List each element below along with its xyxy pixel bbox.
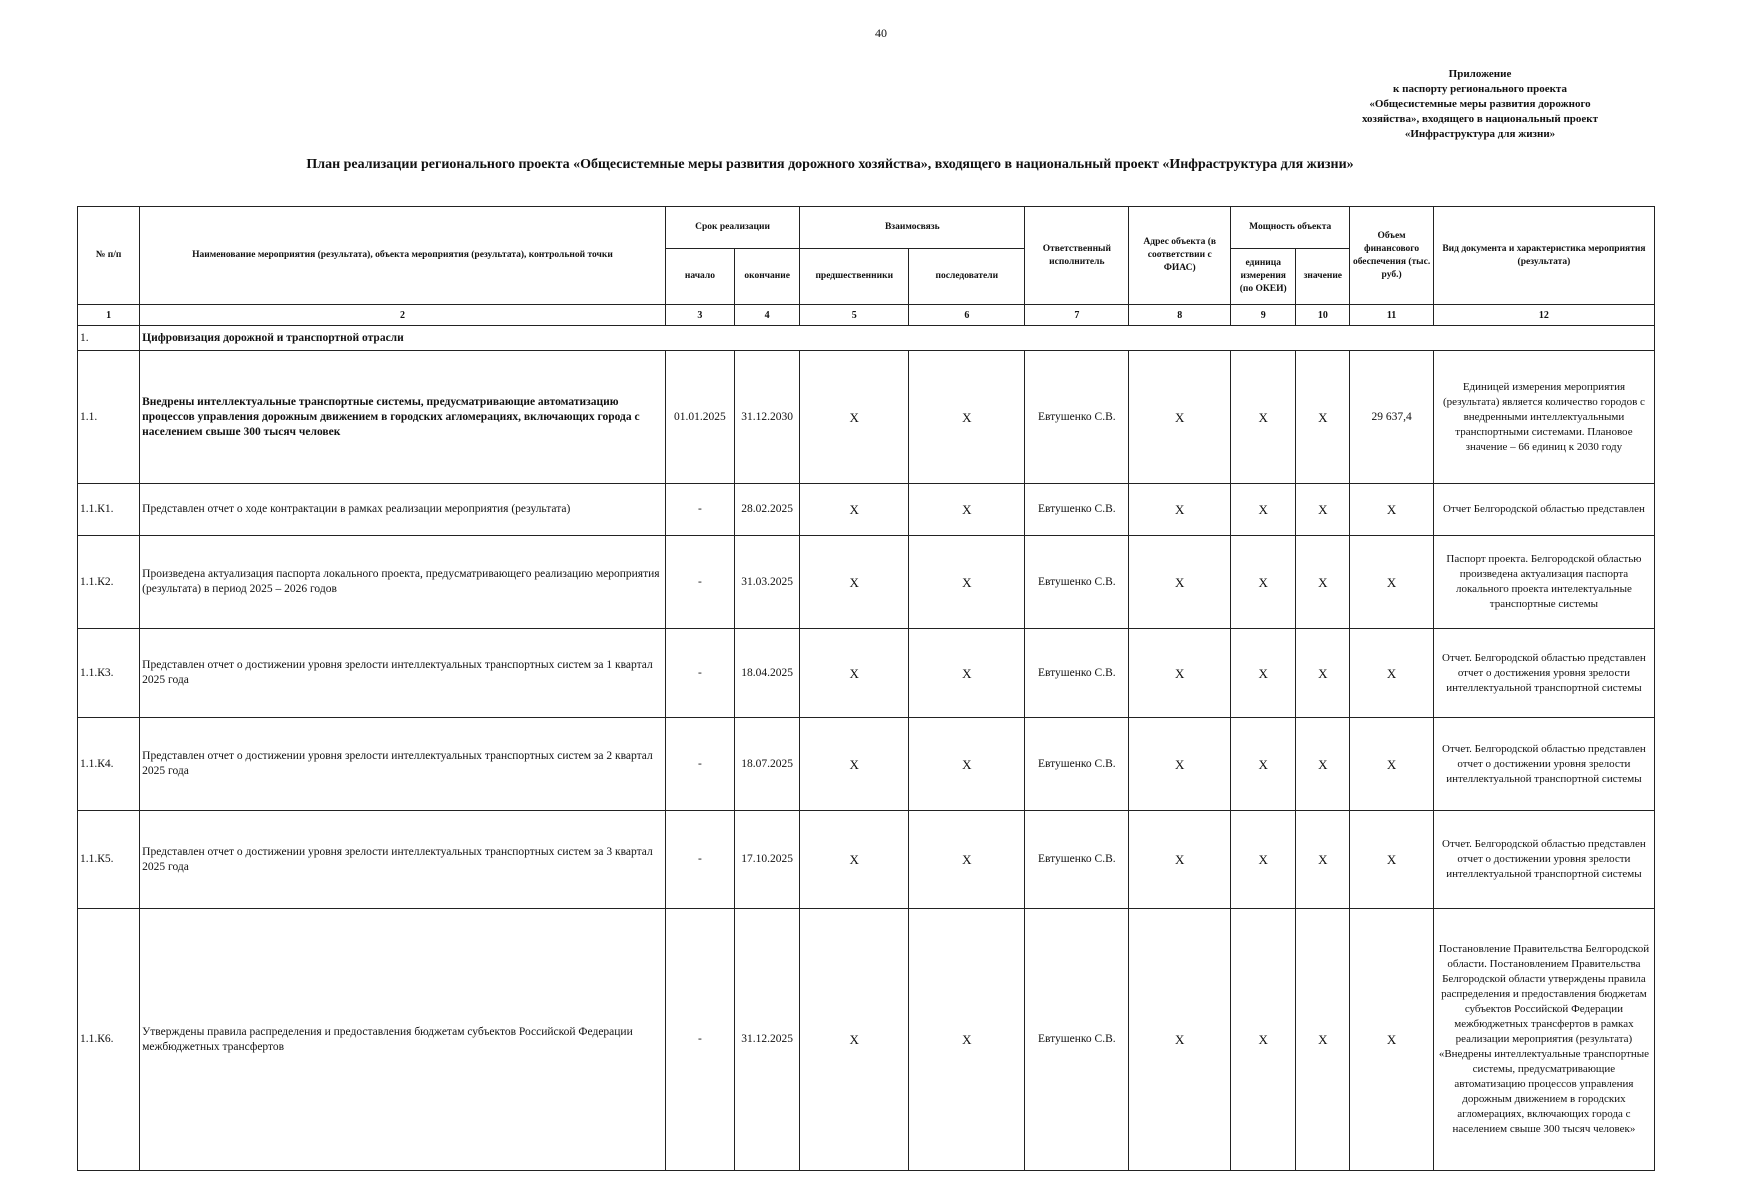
row-name: Представлен отчет о достижении уровня зрелости интеллектуальных транспортных систем за 2 квартал 2025 года: [140, 718, 666, 811]
row-address: X: [1129, 718, 1231, 811]
appendix-line: хозяйства», входящего в национальный проект: [1361, 113, 1599, 125]
row-doc: Постановление Правительства Белгородской области. Постановлением Правительства Белгородской области утверждены правила распределения и предоставления бюджетам субъектов Российской Федерации межбюджетных трансфертов в рамках реализации мероприятия (результата) «Внедрены интеллектуальные транспортные системы, предусматривающие автоматизацию процессов управления дорожным движением в городских агломерациях, включающих города с населением свыше 300 тысяч человек»: [1433, 909, 1654, 1171]
table-row: [78, 909, 1655, 1171]
column-number: 1: [78, 305, 140, 326]
row-successors: X: [909, 536, 1025, 629]
row-num: 1.1.К4.: [78, 718, 140, 811]
row-doc: Отчет. Белгородской областью представлен отчет о достижения уровня зрелости интеллектуальной транспортной системы: [1433, 629, 1654, 718]
row-responsible: Евтушенко С.В.: [1025, 909, 1129, 1171]
row-address: X: [1129, 484, 1231, 536]
row-finance: X: [1350, 484, 1434, 536]
row-address: X: [1129, 811, 1231, 909]
row-start: -: [665, 909, 734, 1171]
row-end: 31.12.2025: [735, 909, 800, 1171]
row-value: X: [1296, 351, 1350, 484]
row-finance: X: [1350, 718, 1434, 811]
header-relation: Взаимосвязь: [800, 207, 1025, 249]
row-finance: X: [1350, 536, 1434, 629]
row-responsible: Евтушенко С.В.: [1025, 351, 1129, 484]
appendix-line: «Инфраструктура для жизни»: [1404, 128, 1556, 140]
table-row: [78, 484, 1655, 536]
table-row: [78, 629, 1655, 718]
header-end: окончание: [735, 249, 800, 305]
header-num: № п/п: [78, 207, 140, 305]
row-finance: X: [1350, 811, 1434, 909]
row-doc: Отчет. Белгородской областью представлен отчет о достижении уровня зрелости интеллектуальной транспортной системы: [1433, 718, 1654, 811]
row-value: X: [1296, 629, 1350, 718]
appendix-note: [1290, 67, 1670, 142]
header-unit: единица измерения (по ОКЕИ): [1231, 249, 1296, 305]
column-number: 12: [1433, 305, 1654, 326]
row-value: X: [1296, 909, 1350, 1171]
row-unit: X: [1231, 536, 1296, 629]
row-name: Представлен отчет о достижении уровня зрелости интеллектуальных транспортных систем за 3 квартал 2025 года: [140, 811, 666, 909]
row-doc: Отчет Белгородской областью представлен: [1433, 484, 1654, 536]
header-doc: Вид документа и характеристика мероприятия (результата): [1433, 207, 1654, 305]
row-num: 1.1.К6.: [78, 909, 140, 1171]
row-start: -: [665, 536, 734, 629]
row-value: X: [1296, 484, 1350, 536]
header-start: начало: [665, 249, 734, 305]
row-finance: 29 637,4: [1350, 351, 1434, 484]
row-end: 18.04.2025: [735, 629, 800, 718]
row-end: 18.07.2025: [735, 718, 800, 811]
header-successors: последователи: [909, 249, 1025, 305]
header-responsible: Ответственный исполнитель: [1025, 207, 1129, 305]
header-name: Наименование мероприятия (результата), объекта мероприятия (результата), контрольной точки: [140, 207, 666, 305]
row-finance: X: [1350, 629, 1434, 718]
row-num: 1.1.К2.: [78, 536, 140, 629]
row-responsible: Евтушенко С.В.: [1025, 484, 1129, 536]
implementation-plan-table: [77, 206, 1655, 1171]
row-address: X: [1129, 909, 1231, 1171]
row-predecessors: X: [800, 351, 909, 484]
row-num: 1.1.К3.: [78, 629, 140, 718]
section-name: Цифровизация дорожной и транспортной отрасли: [140, 326, 1655, 351]
section-num: 1.: [78, 326, 140, 351]
row-responsible: Евтушенко С.В.: [1025, 629, 1129, 718]
row-successors: X: [909, 629, 1025, 718]
column-number: 9: [1231, 305, 1296, 326]
row-value: X: [1296, 811, 1350, 909]
row-name: Утверждены правила распределения и предоставления бюджетам субъектов Российской Федерации межбюджетных трансфертов: [140, 909, 666, 1171]
row-unit: X: [1231, 811, 1296, 909]
appendix-line: «Общесистемные меры развития дорожного: [1369, 98, 1591, 110]
row-predecessors: X: [800, 909, 909, 1171]
row-successors: X: [909, 718, 1025, 811]
row-unit: X: [1231, 909, 1296, 1171]
row-address: X: [1129, 351, 1231, 484]
row-end: 28.02.2025: [735, 484, 800, 536]
row-name: Внедрены интеллектуальные транспортные системы, предусматривающие автоматизацию процессов управления дорожным движением в городских агломерациях, включающих города с населением свыше 300 тысяч человек: [140, 351, 666, 484]
column-number-row: [78, 305, 1655, 326]
row-start: -: [665, 629, 734, 718]
row-predecessors: X: [800, 536, 909, 629]
row-successors: X: [909, 351, 1025, 484]
row-unit: X: [1231, 629, 1296, 718]
column-number: 10: [1296, 305, 1350, 326]
row-unit: X: [1231, 351, 1296, 484]
column-number: 4: [735, 305, 800, 326]
row-name: Произведена актуализация паспорта локального проекта, предусматривающего реализацию мероприятия (результата) в период 2025 – 2026 годов: [140, 536, 666, 629]
row-unit: X: [1231, 484, 1296, 536]
row-start: 01.01.2025: [665, 351, 734, 484]
row-doc: Паспорт проекта. Белгородской областью произведена актуализация паспорта локального проекта интелектуальные транспортные системы: [1433, 536, 1654, 629]
row-end: 31.03.2025: [735, 536, 800, 629]
column-number: 2: [140, 305, 666, 326]
row-address: X: [1129, 536, 1231, 629]
row-predecessors: X: [800, 484, 909, 536]
document-title: План реализации регионального проекта «Общесистемные меры развития дорожного хозяйства», входящего в национальный проект «Инфраструктура для жизни»: [306, 157, 1354, 172]
row-responsible: Евтушенко С.В.: [1025, 718, 1129, 811]
header-address: Адрес объекта (в соответствии с ФИАС): [1129, 207, 1231, 305]
appendix-line: Приложение: [1448, 68, 1512, 80]
row-address: X: [1129, 629, 1231, 718]
row-num: 1.1.К1.: [78, 484, 140, 536]
table-row: [78, 351, 1655, 484]
column-number: 7: [1025, 305, 1129, 326]
page-number: 40: [875, 26, 887, 40]
column-number: 6: [909, 305, 1025, 326]
table-row: [78, 811, 1655, 909]
row-num: 1.1.: [78, 351, 140, 484]
row-start: -: [665, 718, 734, 811]
column-number: 11: [1350, 305, 1434, 326]
section-row: [78, 326, 1655, 351]
row-unit: X: [1231, 718, 1296, 811]
row-predecessors: X: [800, 629, 909, 718]
row-start: -: [665, 484, 734, 536]
row-start: -: [665, 811, 734, 909]
header-finance: Объем финансового обеспечения (тыс. руб.): [1350, 207, 1434, 305]
header-period: Срок реализации: [665, 207, 799, 249]
column-number: 8: [1129, 305, 1231, 326]
row-responsible: Евтушенко С.В.: [1025, 536, 1129, 629]
table-row: [78, 718, 1655, 811]
row-end: 31.12.2030: [735, 351, 800, 484]
row-predecessors: X: [800, 718, 909, 811]
row-successors: X: [909, 909, 1025, 1171]
row-doc: Единицей измерения мероприятия (результата) является количество городов с внедренными интеллектуальными транспортными системами. Плановое значение – 66 единиц к 2030 году: [1433, 351, 1654, 484]
row-doc: Отчет. Белгородской областью представлен отчет о достижении уровня зрелости интеллектуальной транспортной системы: [1433, 811, 1654, 909]
row-successors: X: [909, 811, 1025, 909]
row-value: X: [1296, 536, 1350, 629]
row-value: X: [1296, 718, 1350, 811]
appendix-line: к паспорту регионального проекта: [1393, 83, 1567, 95]
row-end: 17.10.2025: [735, 811, 800, 909]
header-capacity: Мощность объекта: [1231, 207, 1350, 249]
row-name: Представлен отчет о достижении уровня зрелости интеллектуальных транспортных систем за 1 квартал 2025 года: [140, 629, 666, 718]
row-name: Представлен отчет о ходе контрактации в рамках реализации мероприятия (результата): [140, 484, 666, 536]
table-row: [78, 536, 1655, 629]
column-number: 3: [665, 305, 734, 326]
column-number: 5: [800, 305, 909, 326]
row-responsible: Евтушенко С.В.: [1025, 811, 1129, 909]
header-predecessors: предшественники: [800, 249, 909, 305]
row-successors: X: [909, 484, 1025, 536]
header-value: значение: [1296, 249, 1350, 305]
row-finance: X: [1350, 909, 1434, 1171]
row-num: 1.1.К5.: [78, 811, 140, 909]
row-predecessors: X: [800, 811, 909, 909]
